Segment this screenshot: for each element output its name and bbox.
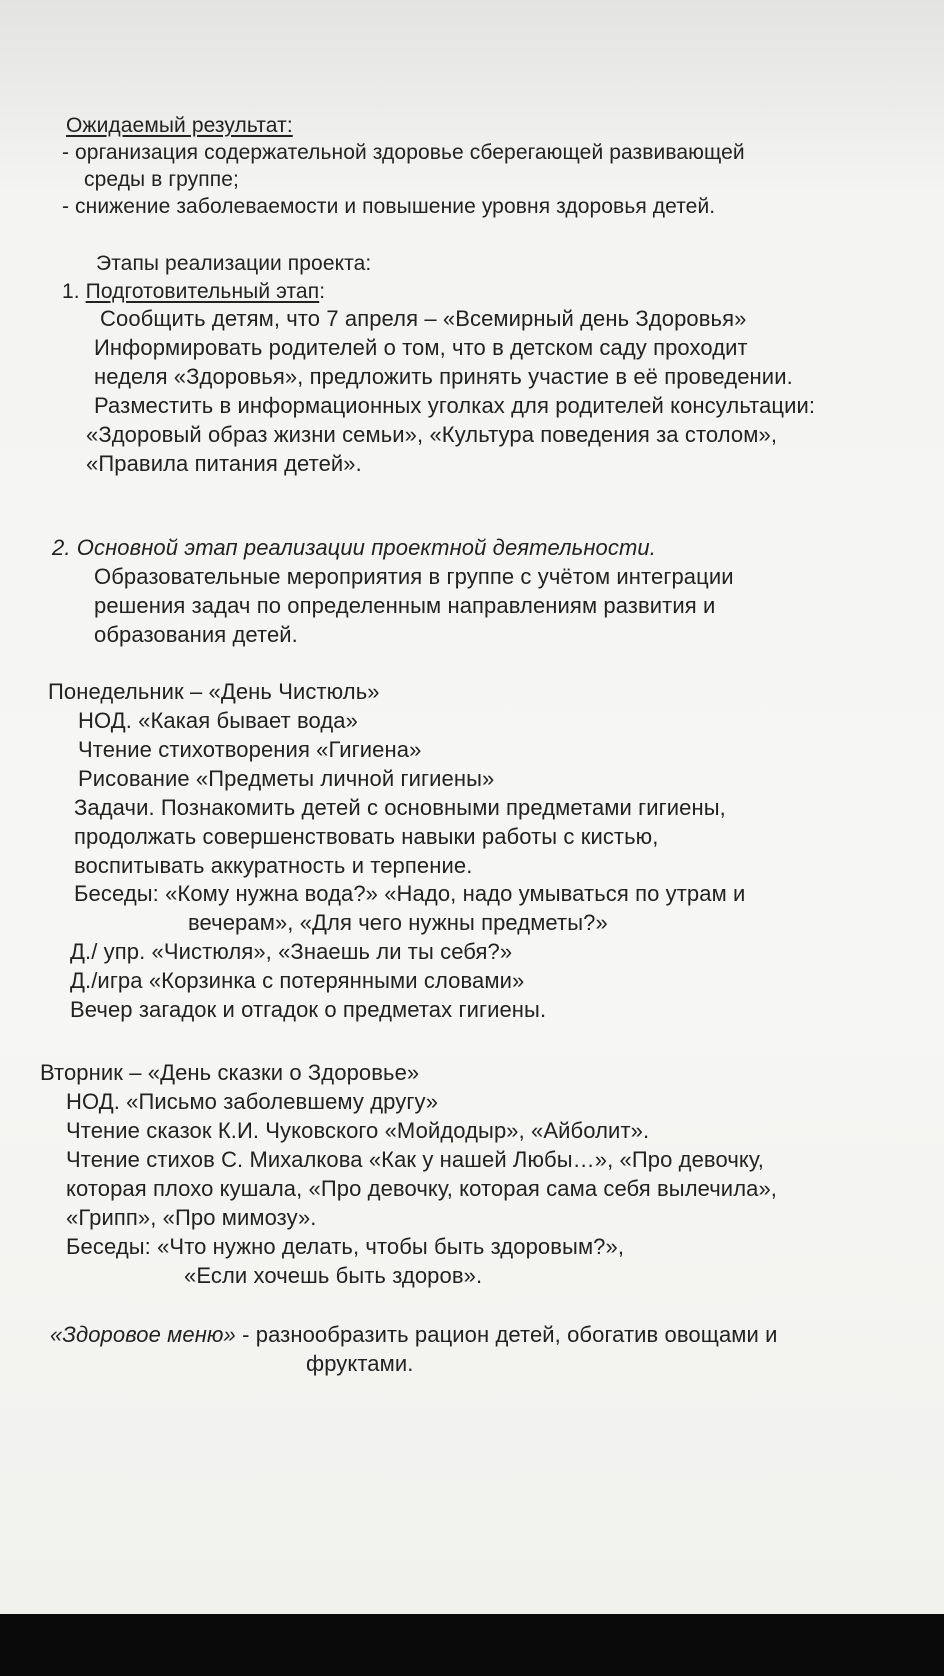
stage1-name: Подготовительный этап bbox=[85, 280, 320, 303]
stage1-line: неделя «Здоровья», предложить принять участие в её проведении. bbox=[94, 364, 793, 389]
tuesday-line: которая плохо кушала, «Про девочку, которая сама себя вылечила», bbox=[66, 1176, 778, 1201]
expected-item: - снижение заболеваемости и повышение уровня здоровья детей. bbox=[62, 195, 716, 218]
tuesday-line: Чтение сказок К.И. Чуковского «Мойдодыр», «Айболит». bbox=[66, 1118, 650, 1143]
monday-line: Д./игра «Корзинка с потерянными словами» bbox=[70, 968, 525, 993]
stage2-line: образования детей. bbox=[94, 622, 298, 647]
monday-line: Чтение стихотворения «Гигиена» bbox=[78, 737, 422, 762]
monday-line: Д./ упр. «Чистюля», «Знаешь ли ты себя?» bbox=[70, 939, 513, 964]
stage2-line: решения задач по определенным направлениям развития и bbox=[94, 593, 716, 618]
monday-line: продолжать совершенствовать навыки работы с кистью, bbox=[74, 824, 659, 849]
dark-background-edge bbox=[0, 1614, 944, 1676]
tuesday-line: «Грипп», «Про мимозу». bbox=[66, 1205, 317, 1230]
stage1-colon: : bbox=[319, 280, 326, 303]
stage2-line: Образовательные мероприятия в группе с учётом интеграции bbox=[94, 564, 734, 589]
monday-line: воспитывать аккуратность и терпение. bbox=[74, 853, 473, 878]
stage1-number: 1. bbox=[62, 280, 86, 303]
stage1-line: Информировать родителей о том, что в детском саду проходит bbox=[94, 335, 748, 360]
stage1-line: «Правила питания детей». bbox=[86, 451, 362, 476]
healthy-menu-line bbox=[50, 1321, 778, 1349]
monday-line: Вечер загадок и отгадок о предметах гигиены. bbox=[70, 997, 547, 1022]
monday-heading: Понедельник – «День Чистюль» bbox=[48, 679, 380, 704]
healthy-menu-cont: фруктами. bbox=[306, 1351, 414, 1376]
tuesday-heading: Вторник – «День сказки о Здоровье» bbox=[40, 1060, 420, 1085]
healthy-menu-title: «Здоровое меню» bbox=[50, 1322, 236, 1347]
tuesday-line: «Если хочешь быть здоров». bbox=[184, 1263, 483, 1288]
stage1-line: Сообщить детям, что 7 апреля – «Всемирный день Здоровья» bbox=[100, 306, 747, 331]
monday-line: Задачи. Познакомить детей с основными предметами гигиены, bbox=[74, 795, 726, 820]
stage1-line: Разместить в информационных уголках для родителей консультации: bbox=[94, 393, 816, 418]
tuesday-line: Чтение стихов С. Михалкова «Как у нашей Любы…», «Про девочку, bbox=[66, 1147, 764, 1172]
monday-line: НОД. «Какая бывает вода» bbox=[78, 708, 358, 733]
stages-heading: Этапы реализации проекта: bbox=[96, 252, 372, 275]
stage1-title bbox=[62, 278, 325, 306]
expected-result-heading: Ожидаемый результат: bbox=[66, 114, 293, 137]
expected-item: - организация содержательной здоровье сберегающей развивающей bbox=[62, 141, 745, 164]
healthy-menu-text: - разнообразить рацион детей, обогатив овощами и bbox=[235, 1322, 778, 1347]
monday-line: вечерам», «Для чего нужны предметы?» bbox=[188, 910, 608, 935]
tuesday-line: Беседы: «Что нужно делать, чтобы быть здоровым?», bbox=[66, 1234, 625, 1259]
tuesday-line: НОД. «Письмо заболевшему другу» bbox=[66, 1089, 439, 1114]
stage1-line: «Здоровый образ жизни семьи», «Культура поведения за столом», bbox=[86, 422, 778, 447]
monday-line: Беседы: «Кому нужна вода?» «Надо, надо умываться по утрам и bbox=[74, 881, 746, 906]
expected-item: среды в группе; bbox=[84, 168, 239, 191]
stage2-title: 2. Основной этап реализации проектной деятельности. bbox=[52, 535, 656, 560]
monday-line: Рисование «Предметы личной гигиены» bbox=[78, 766, 495, 791]
